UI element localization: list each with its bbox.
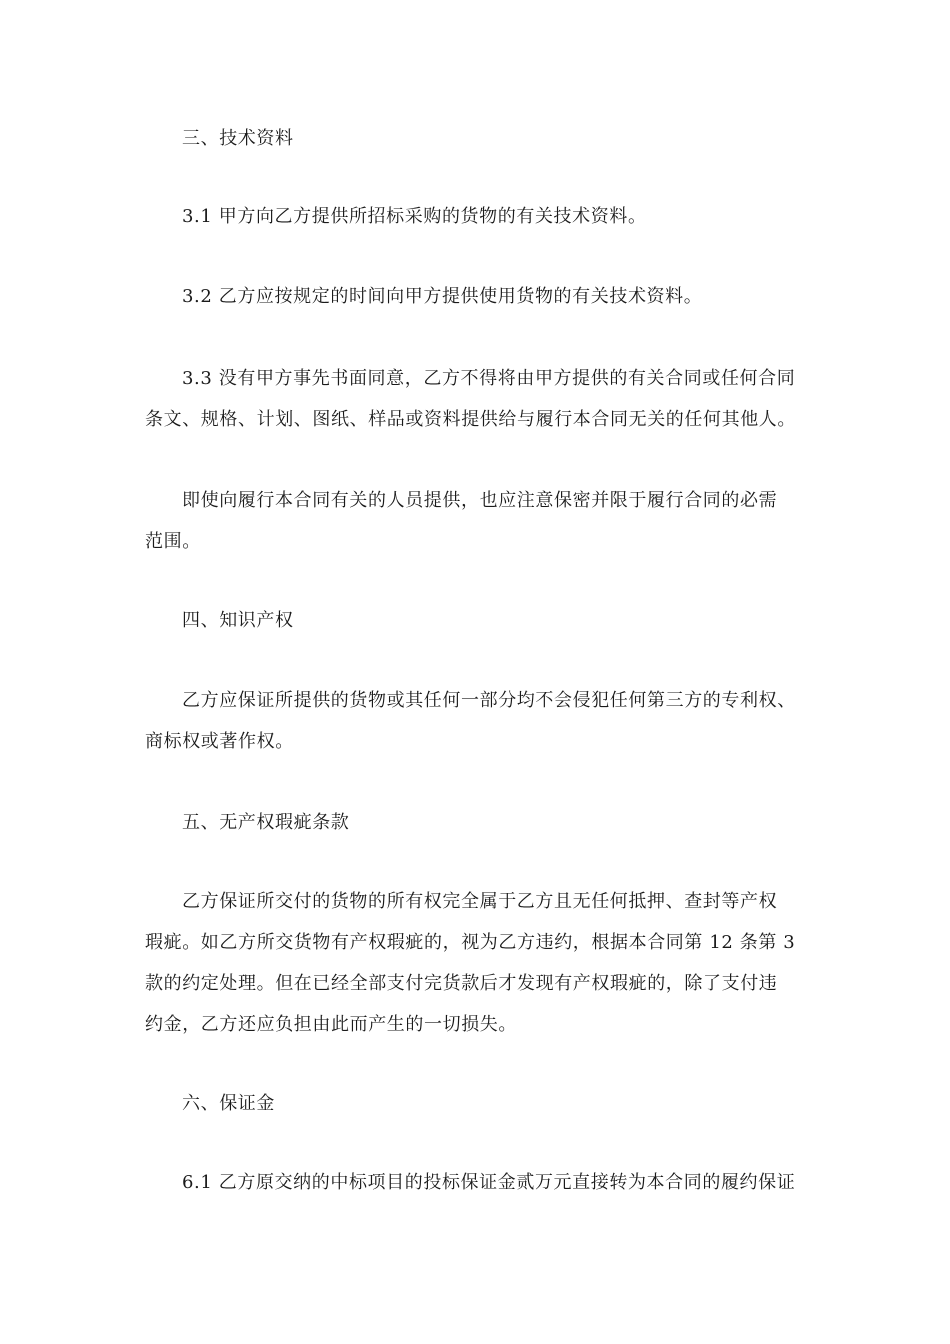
section-heading-title-defect — [145, 802, 810, 843]
section-heading-intellectual-property — [145, 600, 810, 641]
text-line: 款的约定处理。但在已经全部支付完货款后才发现有产权瑕疵的，除了支付违 — [145, 973, 778, 994]
clause-3-1 — [145, 196, 810, 237]
text-line: 6.1 乙方原交纳的中标项目的投标保证金贰万元直接转为本合同的履约保证 — [182, 1172, 796, 1193]
clause-3-2 — [145, 276, 810, 317]
text-line: 商标权或著作权。 — [145, 731, 294, 752]
section-heading-technical-materials — [145, 118, 810, 159]
clause-3-3-continued — [145, 480, 810, 562]
section-heading-deposit — [145, 1083, 810, 1124]
text-line: 六、保证金 — [182, 1093, 275, 1114]
clause-4 — [145, 680, 810, 762]
clause-6-1 — [145, 1162, 810, 1203]
text-line: 约金，乙方还应负担由此而产生的一切损失。 — [145, 1014, 517, 1035]
text-line: 乙方应保证所提供的货物或其任何一部分均不会侵犯任何第三方的专利权、 — [182, 690, 796, 711]
text-line: 3.3 没有甲方事先书面同意，乙方不得将由甲方提供的有关合同或任何合同 — [182, 368, 796, 389]
clause-5 — [145, 881, 810, 1045]
text-line: 乙方保证所交付的货物的所有权完全属于乙方且无任何抵押、查封等产权 — [182, 891, 778, 912]
text-line: 五、无产权瑕疵条款 — [182, 812, 350, 833]
text-line: 即使向履行本合同有关的人员提供，也应注意保密并限于履行合同的必需 — [182, 490, 778, 511]
text-line: 条文、规格、计划、图纸、样品或资料提供给与履行本合同无关的任何其他人。 — [145, 409, 796, 430]
clause-3-3 — [145, 358, 810, 440]
text-line: 三、技术资料 — [182, 128, 294, 149]
text-line: 瑕疵。如乙方所交货物有产权瑕疵的，视为乙方违约，根据本合同第 12 条第 3 — [145, 932, 796, 953]
text-line: 3.2 乙方应按规定的时间向甲方提供使用货物的有关技术资料。 — [182, 286, 703, 307]
text-line: 四、知识产权 — [182, 610, 294, 631]
text-line: 3.1 甲方向乙方提供所招标采购的货物的有关技术资料。 — [182, 206, 647, 227]
text-line: 范围。 — [145, 531, 201, 552]
